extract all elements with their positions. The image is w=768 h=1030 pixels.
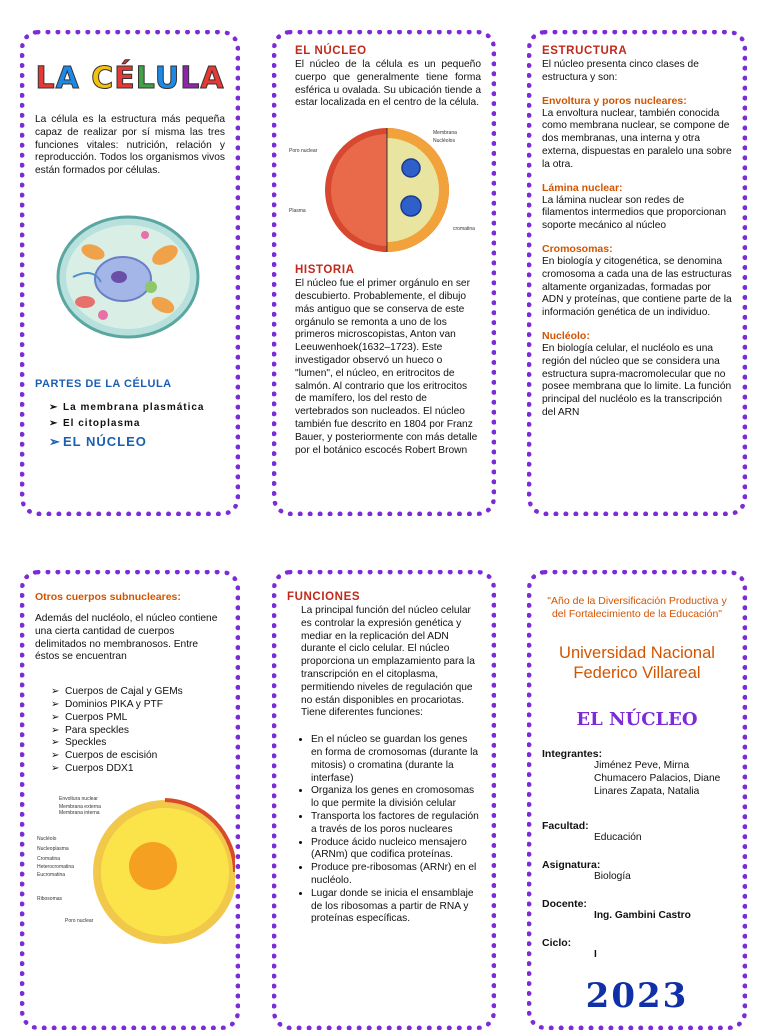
list-item: • En el núcleo se guardan los genes en forma de cromosomas (durante la mitosis) o cromatina (durante la interfase) [311, 734, 481, 785]
docente-label: Docente: [542, 897, 587, 910]
panel-otros-cuerpos [20, 570, 240, 1030]
title-la-celula [35, 61, 225, 96]
diagram-label: Membrana [433, 130, 457, 137]
diagram-label: Membrana externa [59, 803, 101, 810]
list-item: ➢ Cuerpos DDX1 [51, 762, 134, 774]
partes-heading: PARTES DE LA CÉLULA [35, 377, 172, 390]
partes-list [35, 402, 225, 450]
title-letter: U [154, 61, 181, 96]
section-text: En biología y citogenética, se denomina cromosoma a cada una de las estructuras altamente organizadas, formadas por ADN y proteínas, que contiene parte de la información genética de un individuo. [542, 255, 732, 319]
diagram-label: Envoltura nuclear [59, 795, 98, 802]
diagram-label: Cromatina [37, 855, 61, 862]
heading-otros-cuerpos: Otros cuerpos subnucleares: [35, 591, 181, 603]
estructura-intro: El núcleo presenta cinco clases de estructura y son: [542, 59, 699, 83]
list-item: • Lugar donde se inicia el ensamblaje de los ribosomas a partir de RNA y proteínas específicas. [311, 888, 481, 926]
panel-portada [527, 570, 747, 1030]
nucleus-diagram [287, 118, 487, 258]
parte-item: ➢ El citoplasma [49, 417, 141, 429]
list-item: ➢ Cuerpos de Cajal y GEMs [51, 686, 183, 698]
diagram-label: Nucleoplasma [37, 845, 69, 852]
nucleo-text: El núcleo de la célula es un pequeño cuerpo que generalmente tiene forma esférica u ovalada. Su ubicación tiende a estar localizada en el centro de la célula. [295, 59, 481, 109]
diagram-label: Nucléolos [433, 138, 455, 145]
historia-text: El núcleo fue el primer orgánulo en ser descubierto. Probablemente, el dibujo más antiguo que se conserva de este orgánulo se remonta a uno de los primeros microscopistas, Anton van Leeuwenhoek(1632–1723). Este investigador observó un hueco o "lumen", el núcleo, en eritrocitos de salmón. Al contrario que los eritrocitos de mamífero, los del resto de vertebrados son nucleados. El núcleo también fue descrito en 1804 por Franz Bauer, y posteriormente con más detalle por el botánico escocés Robert Brown [295, 278, 478, 456]
heading-historia: HISTORIA [295, 264, 355, 277]
title-letter: A [200, 61, 225, 96]
section-text: En biología celular, el nucléolo es una región del núcleo que se considera una estructura supra-macromolecular que no posee membrana que lo limite. La función principal del nucléolo es la transcripción del ARN [542, 342, 732, 418]
integrantes-value: Jiménez Peve, Mirna Chumacero Palacios, Diane Linares Zapata, Natalia [594, 760, 721, 797]
diagram-label: Heterocromatina [37, 863, 74, 870]
panel-la-celula [20, 30, 240, 516]
section-title: Envoltura y poros nucleares: [542, 94, 687, 107]
year-motto: "Año de la Diversificación Productiva y del Fortalecimiento de la Educación" [547, 595, 727, 620]
funciones-intro: La principal función del núcleo celular es controlar la expresión genética y mediar en la replicación del ADN durante el ciclo celular. El núcleo proporciona un emplazamiento para la transcripción en el citoplasma, permitiendo niveles de regulación que no están disponibles en procariotas. Tiene diferentes funciones: [301, 605, 475, 719]
panel-funciones [272, 570, 496, 1030]
year-badge: 2023 [585, 975, 689, 1016]
section-title: Lámina nuclear: [542, 181, 623, 194]
docente-value: Ing. Gambini Castro [594, 909, 691, 921]
title-letter: L [180, 61, 201, 96]
cell-illustration [53, 207, 203, 347]
diagram-label: Nucléolo [37, 835, 57, 842]
section-text: La envoltura nuclear, también conocida como membrana nuclear, se compone de dos membranas, una interna y otra externa, dispuestas en paralelo una sobre la otra. [542, 107, 732, 170]
funciones-list [287, 734, 481, 926]
subnuclear-list [35, 686, 225, 776]
facultad-label: Facultad: [542, 820, 589, 833]
section-title: Nucléolo: [542, 329, 590, 342]
diagram-label: Plasma [289, 208, 306, 215]
title-letter: C [91, 61, 115, 96]
parte-item: ➢ La membrana plasmática [49, 401, 205, 413]
ciclo-label: Ciclo: [542, 936, 572, 949]
diagram-label: Poro nuclear [65, 917, 94, 924]
ciclo-value: I [594, 948, 597, 960]
title-letter: A [55, 61, 80, 96]
list-item: ➢ Para speckles [51, 724, 129, 736]
integrantes-label: Integrantes: [542, 748, 603, 760]
diagram-label: Poro nuclear [289, 148, 318, 155]
otros-intro: Además del nucléolo, el núcleo contiene una cierta cantidad de cuerpos delimitados no membranosos. Entre éstos se encuentran [35, 613, 218, 663]
intro-text: La célula es la estructura más pequeña capaz de realizar por sí misma las tres funciones vitales: nutrición, relación y reproducción. Todos los organismos vivos están formados por células. [35, 114, 225, 177]
diagram-label: Ribosomas [37, 895, 63, 902]
title-letter: L [35, 61, 56, 96]
panel-estructura [527, 30, 747, 516]
asignatura-value: Biología [594, 871, 631, 883]
heading-estructura: ESTRUCTURA [542, 45, 628, 57]
diagram-label: Membrana interna [59, 809, 100, 816]
facultad-value: Educación [594, 832, 642, 844]
university-name: Universidad Nacional Federico Villareal [559, 644, 715, 682]
cover-title: EL NÚCLEO [576, 709, 698, 730]
parte-item: ➢ EL NÚCLEO [49, 433, 147, 449]
section-text: La lámina nuclear son redes de filamentos intermedios que proporcionan soporte mecánico al núcleo [542, 194, 727, 232]
list-item: • Produce ácido nucleico mensajero (ARNm) que codifica proteínas. [311, 837, 481, 863]
diagram-label: cromatina [453, 226, 475, 233]
nucleus-labeled-diagram [35, 794, 235, 944]
title-letter [80, 61, 91, 96]
list-item: ➢ Cuerpos PML [51, 711, 128, 723]
list-item: ➢ Dominios PIKA y PTF [51, 698, 163, 710]
title-letter: É [114, 61, 136, 96]
diagram-label: Eucromatina [37, 871, 66, 878]
asignatura-label: Asignatura: [542, 859, 601, 872]
list-item: ➢ Speckles [51, 737, 107, 749]
panel-el-nucleo [272, 30, 496, 516]
list-item: ➢ Cuerpos de escisión [51, 750, 158, 762]
section-title: Cromosomas: [542, 242, 613, 255]
title-letter: L [135, 61, 155, 96]
list-item: • Transporta los factores de regulación a través de los poros nucleares [311, 811, 481, 837]
list-item: • Organiza los genes en cromosomas lo que permite la división celular [311, 785, 481, 811]
list-item: • Produce pre-ribosomas (ARNr) en el nucléolo. [311, 862, 481, 888]
heading-funciones: FUNCIONES [287, 591, 361, 603]
heading-el-nucleo: EL NÚCLEO [295, 45, 367, 57]
